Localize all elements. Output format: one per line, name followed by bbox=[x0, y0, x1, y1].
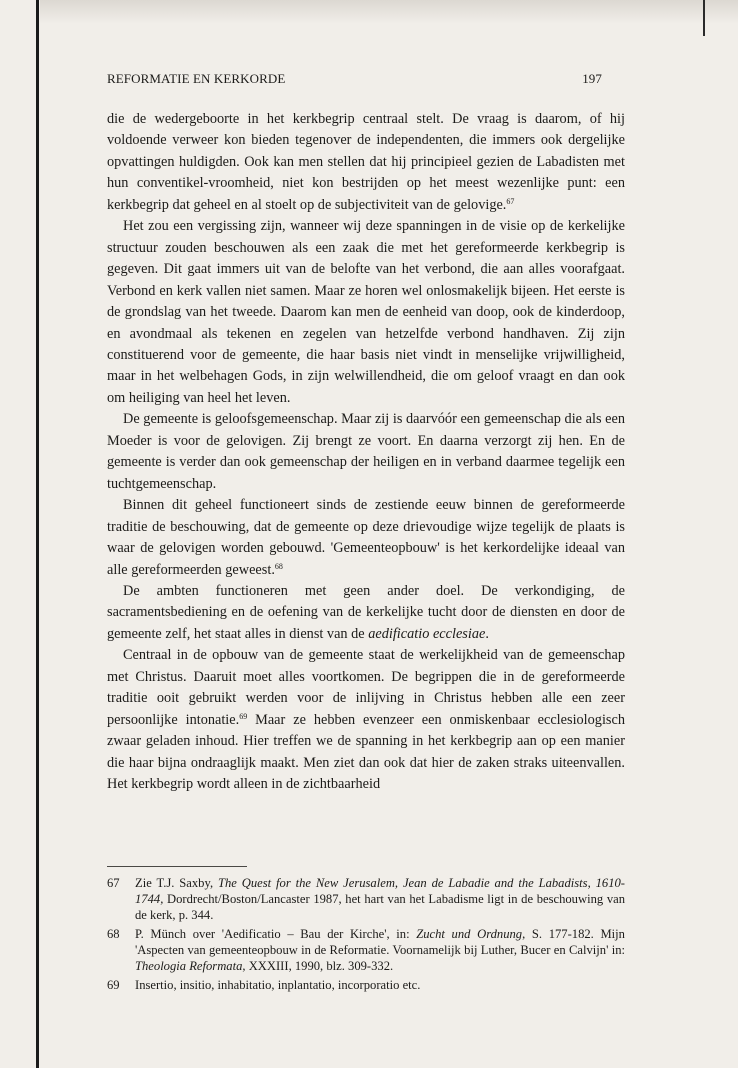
book-title: The Quest for the New Jerusalem, Jean de Labadie and the Labadists, 1610-1744, bbox=[135, 876, 625, 906]
scan-edge-mark bbox=[703, 0, 705, 36]
paragraph-text-end: . bbox=[485, 625, 489, 642]
footnotes bbox=[107, 875, 625, 996]
footnote-number: 67 bbox=[107, 876, 120, 890]
page-top-shadow bbox=[40, 0, 738, 24]
binding-edge bbox=[36, 0, 39, 1068]
paragraph-text-end: Maar ze hebben evenzeer een onmiskenbaar ecclesiologisch zwaar geladen inhoud. Hier treffen we de spanning in het kerkbegrip aan op een manier die haar bijna ondraaglijk maakt. Men ziet dan ook dat hier de zaken straks uiteenvallen. Het kerkbegrip wordt alleen in de zichtbaarheid bbox=[107, 711, 625, 793]
footnote-68 bbox=[107, 926, 625, 974]
paragraph bbox=[107, 409, 625, 495]
paragraph bbox=[107, 109, 625, 216]
paragraph bbox=[107, 216, 625, 409]
footnote-ref: 69 bbox=[239, 711, 248, 721]
footnote-text: Zie T.J. Saxby, bbox=[135, 876, 218, 890]
footnote-number: 68 bbox=[107, 927, 120, 941]
paragraph-text: die de wedergeboorte in het kerkbegrip centraal stelt. De vraag is daarom, of hij voldoende verweer kon bieden tegenover de independenten, die immers ook dergelijke opvattingen huldigden. Ook kan men stellen dat hij principieel gezien de Labadisten met hun conventikel-vroomheid, niet kon bestrijden op het meest wezenlijke punt: een kerkbegrip dat geheel en al stoelt op de subjectiviteit van de gelovige. bbox=[107, 111, 625, 213]
footnote-number: 69 bbox=[107, 978, 120, 992]
footnote-divider bbox=[107, 866, 247, 867]
paragraph-text: Het zou een vergissing zijn, wanneer wij deze spanningen in de visie op de kerkelijke structuur zouden beschouwen als een zaak die met het gereformeerde kerkbegrip is gegeven. Dit gaat immers uit van de belofte van het verbond, die aan alles voorafgaat. Verbond en kerk vallen niet samen. Maar ze horen wel onlosmakelijk bijeen. Het eerste is de grondslag van het tweede. Daarom kan men de eenheid van doop, ook de kinderdoop, en avondmaal als tekenen en zegelen van hetzelfde verbond handhaven. Zij zijn constituerend voor de gemeente, die haar basis niet vindt in menselijke vrijwilligheid, maar in het welbehagen Gods, in zijn welwillendheid, die om geloof vraagt en dan ook om heiliging van heel het leven. bbox=[107, 218, 625, 406]
footnote-text-middle: , S. 177-182. Mijn 'Aspecten van gemeenteopbouw in de Reformatie. Voornamelijk bij Luther, Bucer en Calvijn' in: bbox=[135, 927, 625, 957]
book-title: Zucht und Ordnung bbox=[416, 927, 523, 941]
chapter-title: REFORMATIE EN KERKORDE bbox=[107, 71, 286, 86]
footnote-text: P. Münch over 'Aedificatio – Bau der Kirche', in: bbox=[135, 927, 417, 941]
paragraph-text: Binnen dit geheel functioneert sinds de zestiende eeuw binnen de gereformeerde traditie de beschouwing, dat de gemeente op deze drievoudige wijze tegelijk de plaats is waar de gelovigen worden gebouwd. 'Gemeenteopbouw' is het kerkordelijke ideaal van alle gereformeerden geweest. bbox=[107, 497, 625, 578]
paragraph-text: De gemeente is geloofsgemeenschap. Maar zij is daarvóór een gemeenschap die als een Moeder is voor de gelovigen. Zij brengt ze voort. En daarna verzorgt zij hen. En de gemeente is verder dan ook gemeenschap der heiligen en in verband daarmee tegelijk een tuchtgemeenschap. bbox=[107, 411, 625, 492]
paragraph bbox=[107, 581, 625, 645]
main-text bbox=[107, 109, 625, 796]
paragraph-text: De ambten functioneren met geen ander doel. De verkondiging, de sacramentsbediening en de oefening van de kerkelijke tucht door de diensten en door de gemeente zelf, het staat alles in dienst van de bbox=[107, 582, 625, 642]
footnote-ref: 68 bbox=[274, 561, 283, 571]
footnote-67 bbox=[107, 875, 625, 923]
page-number: 197 bbox=[582, 71, 602, 86]
footnote-text: Insertio, insitio, inhabitatio, inplantatio, incorporatio etc. bbox=[135, 978, 421, 992]
footnote-69 bbox=[107, 977, 625, 993]
paragraph-text: Centraal in de opbouw van de gemeente staat de werkelijkheid van de gemeenschap met Christus. Daaruit moet alles voortkomen. De begrippen die in de gereformeerde traditie ooit gebruikt werden voor de inlijving in Christus hebben alle een zeer persoonlijke intonatie. bbox=[107, 647, 625, 728]
footnote-text-end: Dordrecht/Boston/Lancaster 1987, het hart van het Labadisme ligt in de beschouwing van de kerk, p. 344. bbox=[135, 892, 625, 922]
footnote-ref: 67 bbox=[506, 196, 515, 206]
paragraph bbox=[107, 645, 625, 795]
journal-title: Theologia Reformata bbox=[135, 959, 243, 973]
latin-term: aedificatio ecclesiae bbox=[368, 625, 486, 642]
running-head bbox=[107, 71, 602, 87]
paragraph bbox=[107, 495, 625, 581]
footnote-text-end: , XXXIII, 1990, blz. 309-332. bbox=[242, 959, 394, 973]
